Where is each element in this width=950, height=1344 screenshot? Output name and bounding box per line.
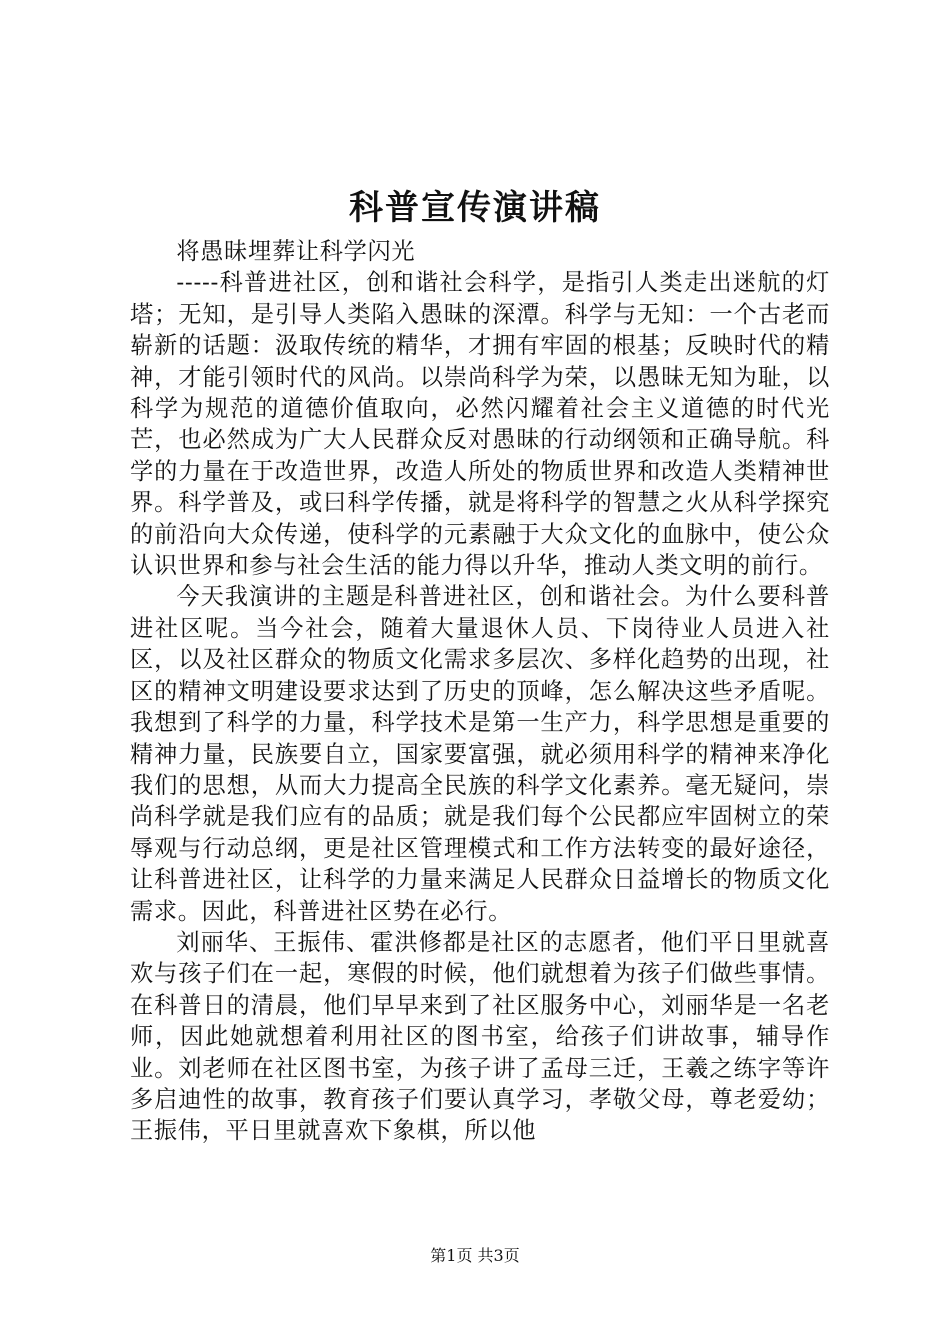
document-title: 科普宣传演讲稿 — [349, 188, 601, 228]
subtitle-paragraph: 将愚昧埋葬让科学闪光 — [176, 238, 416, 265]
body-paragraph: -----科普进社区，创和谐社会科学，是指引人类走出迷航的灯塔；无知，是引导人类陷入愚昧的深潭。科学与无知：一个古老而崭新的话题：汲取传统的精华，才拥有牢固的根基；反映时代的精神，才能引领时代的风尚。以崇尚科学为荣，以愚昧无知为耻，以科学为规范的道德价值取向，必然闪耀着社会主义道德的时代光芒，也必然成为广大人民群众反对愚昧的行动纲领和正确导航。科学的力量在于改造世界，改造人所处的物质世界和改造人类精神世界。科学普及，或曰科学传播，就是将科学的智慧之火从科学探究的前沿向大众传递，使科学的元素融于大众文化的血脉中，使公众认识世界和参与社会生活的能力得以升华，推动人类文明的前行。 — [130, 269, 830, 580]
body-paragraph: 今天我演讲的主题是科普进社区，创和谐社会。为什么要科普进社区呢。当今社会，随着大量退休人员、下岗待业人员进入社区，以及社区群众的物质文化需求多层次、多样化趋势的出现，社区的精神文明建设要求达到了历史的顶峰，怎么解决这些矛盾呢。我想到了科学的力量，科学技术是第一生产力，科学思想是重要的精神力量，民族要自立，国家要富强，就必须用科学的精神来净化我们的思想，从而大力提高全民族的科学文化素养。毫无疑问，崇尚科学就是我们应有的品质；就是我们每个公民都应牢固树立的荣辱观与行动总纲，更是社区管理模式和工作方法转变的最好途径，让科普进社区，让科学的力量来满足人民群众日益增长的物质文化需求。因此，科普进社区势在必行。 — [130, 583, 830, 925]
body-paragraph: 刘丽华、王振伟、霍洪修都是社区的志愿者，他们平日里就喜欢与孩子们在一起，寒假的时候，他们就想着为孩子们做些事情。在科普日的清晨，他们早早来到了社区服务中心，刘丽华是一名老师，因此她就想着利用社区的图书室，给孩子们讲故事，辅导作业。刘老师在社区图书室，为孩子讲了孟母三迁，王羲之练字等许多启迪性的故事，教育孩子们要认真学习，孝敬父母，尊老爱幼；王振伟，平日里就喜欢下象棋，所以他 — [130, 928, 830, 1145]
document-body — [130, 236, 830, 1147]
page-number-footer: 第1页 共3页 — [430, 1246, 520, 1265]
